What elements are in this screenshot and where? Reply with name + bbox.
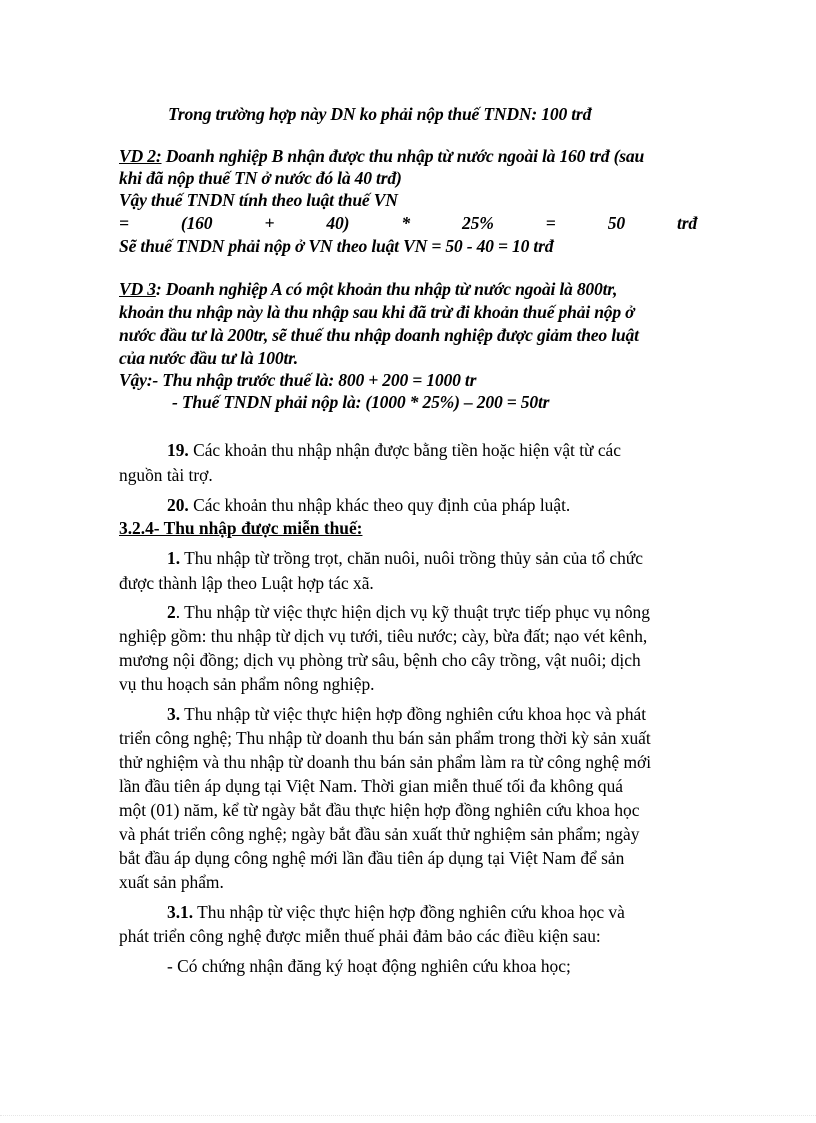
exempt-1-line-1: 1. Thu nhập từ trồng trọt, chăn nuôi, nuôi trồng thủy sản của tổ chức xyxy=(167,548,643,568)
exempt-3-line-4: lần đầu tiên áp dụng tại Việt Nam. Thời gian miễn thuế tối đa không quá xyxy=(119,776,624,796)
formula-token: * xyxy=(401,213,410,233)
vd2-line-1: VD 2: Doanh nghiệp B nhận được thu nhập từ nước ngoài là 160 trđ (sau xyxy=(119,146,645,166)
footer-divider xyxy=(0,1115,816,1116)
exempt-1-line-2: được thành lập theo Luật hợp tác xã. xyxy=(119,573,374,593)
vd3-line-1: VD 3: Doanh nghiệp A có một khoản thu nhập từ nước ngoài là 800tr, xyxy=(119,279,618,299)
exempt-3-line-6: và phát triển công nghệ; ngày bắt đầu sản xuất thử nghiệm sản phẩm; ngày xyxy=(119,824,640,844)
section-heading: 3.2.4- Thu nhập được miễn thuế: xyxy=(119,518,363,538)
formula-token: 25% xyxy=(462,213,494,233)
exempt-3-1-line-1: 3.1. Thu nhập từ việc thực hiện hợp đồng nghiên cứu khoa học và xyxy=(167,902,625,922)
conclusion-line: Trong trường hợp này DN ko phải nộp thuế TNDN: 100 trđ xyxy=(168,104,592,124)
vd3-line-6: - Thuế TNDN phải nộp là: (1000 * 25%) – 200 = 50tr xyxy=(172,392,550,412)
item-19-line-1: 19. Các khoản thu nhập nhận được bằng tiền hoặc hiện vật từ các xyxy=(167,440,621,460)
formula-token: = xyxy=(119,213,129,233)
exempt-3-line-2: triển công nghệ; Thu nhập từ doanh thu bán sản phẩm trong thời kỳ sản xuất xyxy=(119,728,651,748)
vd2-line-3: Vậy thuế TNDN tính theo luật thuế VN xyxy=(119,190,398,210)
formula-token: 50 xyxy=(607,213,625,233)
formula-token: (160 xyxy=(180,213,213,233)
vd2-line-2: khi đã nộp thuế TN ở nước đó là 40 trđ) xyxy=(119,168,402,188)
exempt-3-line-1: 3. Thu nhập từ việc thực hiện hợp đồng nghiên cứu khoa học và phát xyxy=(167,704,647,724)
vd2-line-5: Sẽ thuế TNDN phải nộp ở VN theo luật VN = 50 - 40 = 10 trđ xyxy=(119,236,554,256)
exempt-2-line-3: mương nội đồng; dịch vụ phòng trừ sâu, bệnh cho cây trồng, vật nuôi; dịch xyxy=(119,650,641,670)
formula-token: = xyxy=(545,213,556,233)
vd3-line-5: Vậy:- Thu nhập trước thuế là: 800 + 200 = 1000 tr xyxy=(119,370,477,390)
formula-token: 40) xyxy=(326,213,350,233)
vd3-line-2: khoản thu nhập này là thu nhập sau khi đã trừ đi khoản thuế phải nộp ở xyxy=(119,302,635,322)
vd3-line-3: nước đầu tư là 200tr, sẽ thuế thu nhập doanh nghiệp được giảm theo luật xyxy=(119,325,639,345)
vd3-line-4: của nước đầu tư là 100tr. xyxy=(119,348,299,368)
item-19-line-2: nguồn tài trợ. xyxy=(119,465,213,485)
exempt-3-1-line-3: - Có chứng nhận đăng ký hoạt động nghiên cứu khoa học; xyxy=(167,956,571,976)
exempt-2-line-1: 2. Thu nhập từ việc thực hiện dịch vụ kỹ thuật trực tiếp phục vụ nông xyxy=(167,602,650,622)
exempt-2-line-2: nghiệp gồm: thu nhập từ dịch vụ tưới, tiêu nước; cày, bừa đất; nạo vét kênh, xyxy=(119,626,648,646)
exempt-3-line-8: xuất sản phẩm. xyxy=(119,872,224,892)
exempt-3-line-7: bắt đầu áp dụng công nghệ mới lần đầu tiên áp dụng tại Việt Nam để sản xyxy=(119,848,625,868)
formula-token: trđ xyxy=(677,213,697,233)
exempt-2-line-4: vụ thu hoạch sản phẩm nông nghiệp. xyxy=(119,674,375,694)
vd2-label: VD 2: xyxy=(119,146,162,166)
vd3-label: VD 3 xyxy=(119,279,156,299)
item-20-line-1: 20. Các khoản thu nhập khác theo quy định của pháp luật. xyxy=(167,495,571,515)
formula-token: + xyxy=(264,213,275,233)
vd2-formula xyxy=(119,213,697,234)
exempt-3-line-3: thử nghiệm và thu nhập từ doanh thu bán sản phẩm làm ra từ công nghệ mới xyxy=(119,752,652,772)
exempt-3-line-5: một (01) năm, kể từ ngày bắt đầu thực hiện hợp đồng nghiên cứu khoa học xyxy=(119,800,640,820)
exempt-3-1-line-2: phát triển công nghệ được miễn thuế phải đảm bảo các điều kiện sau: xyxy=(119,926,601,946)
